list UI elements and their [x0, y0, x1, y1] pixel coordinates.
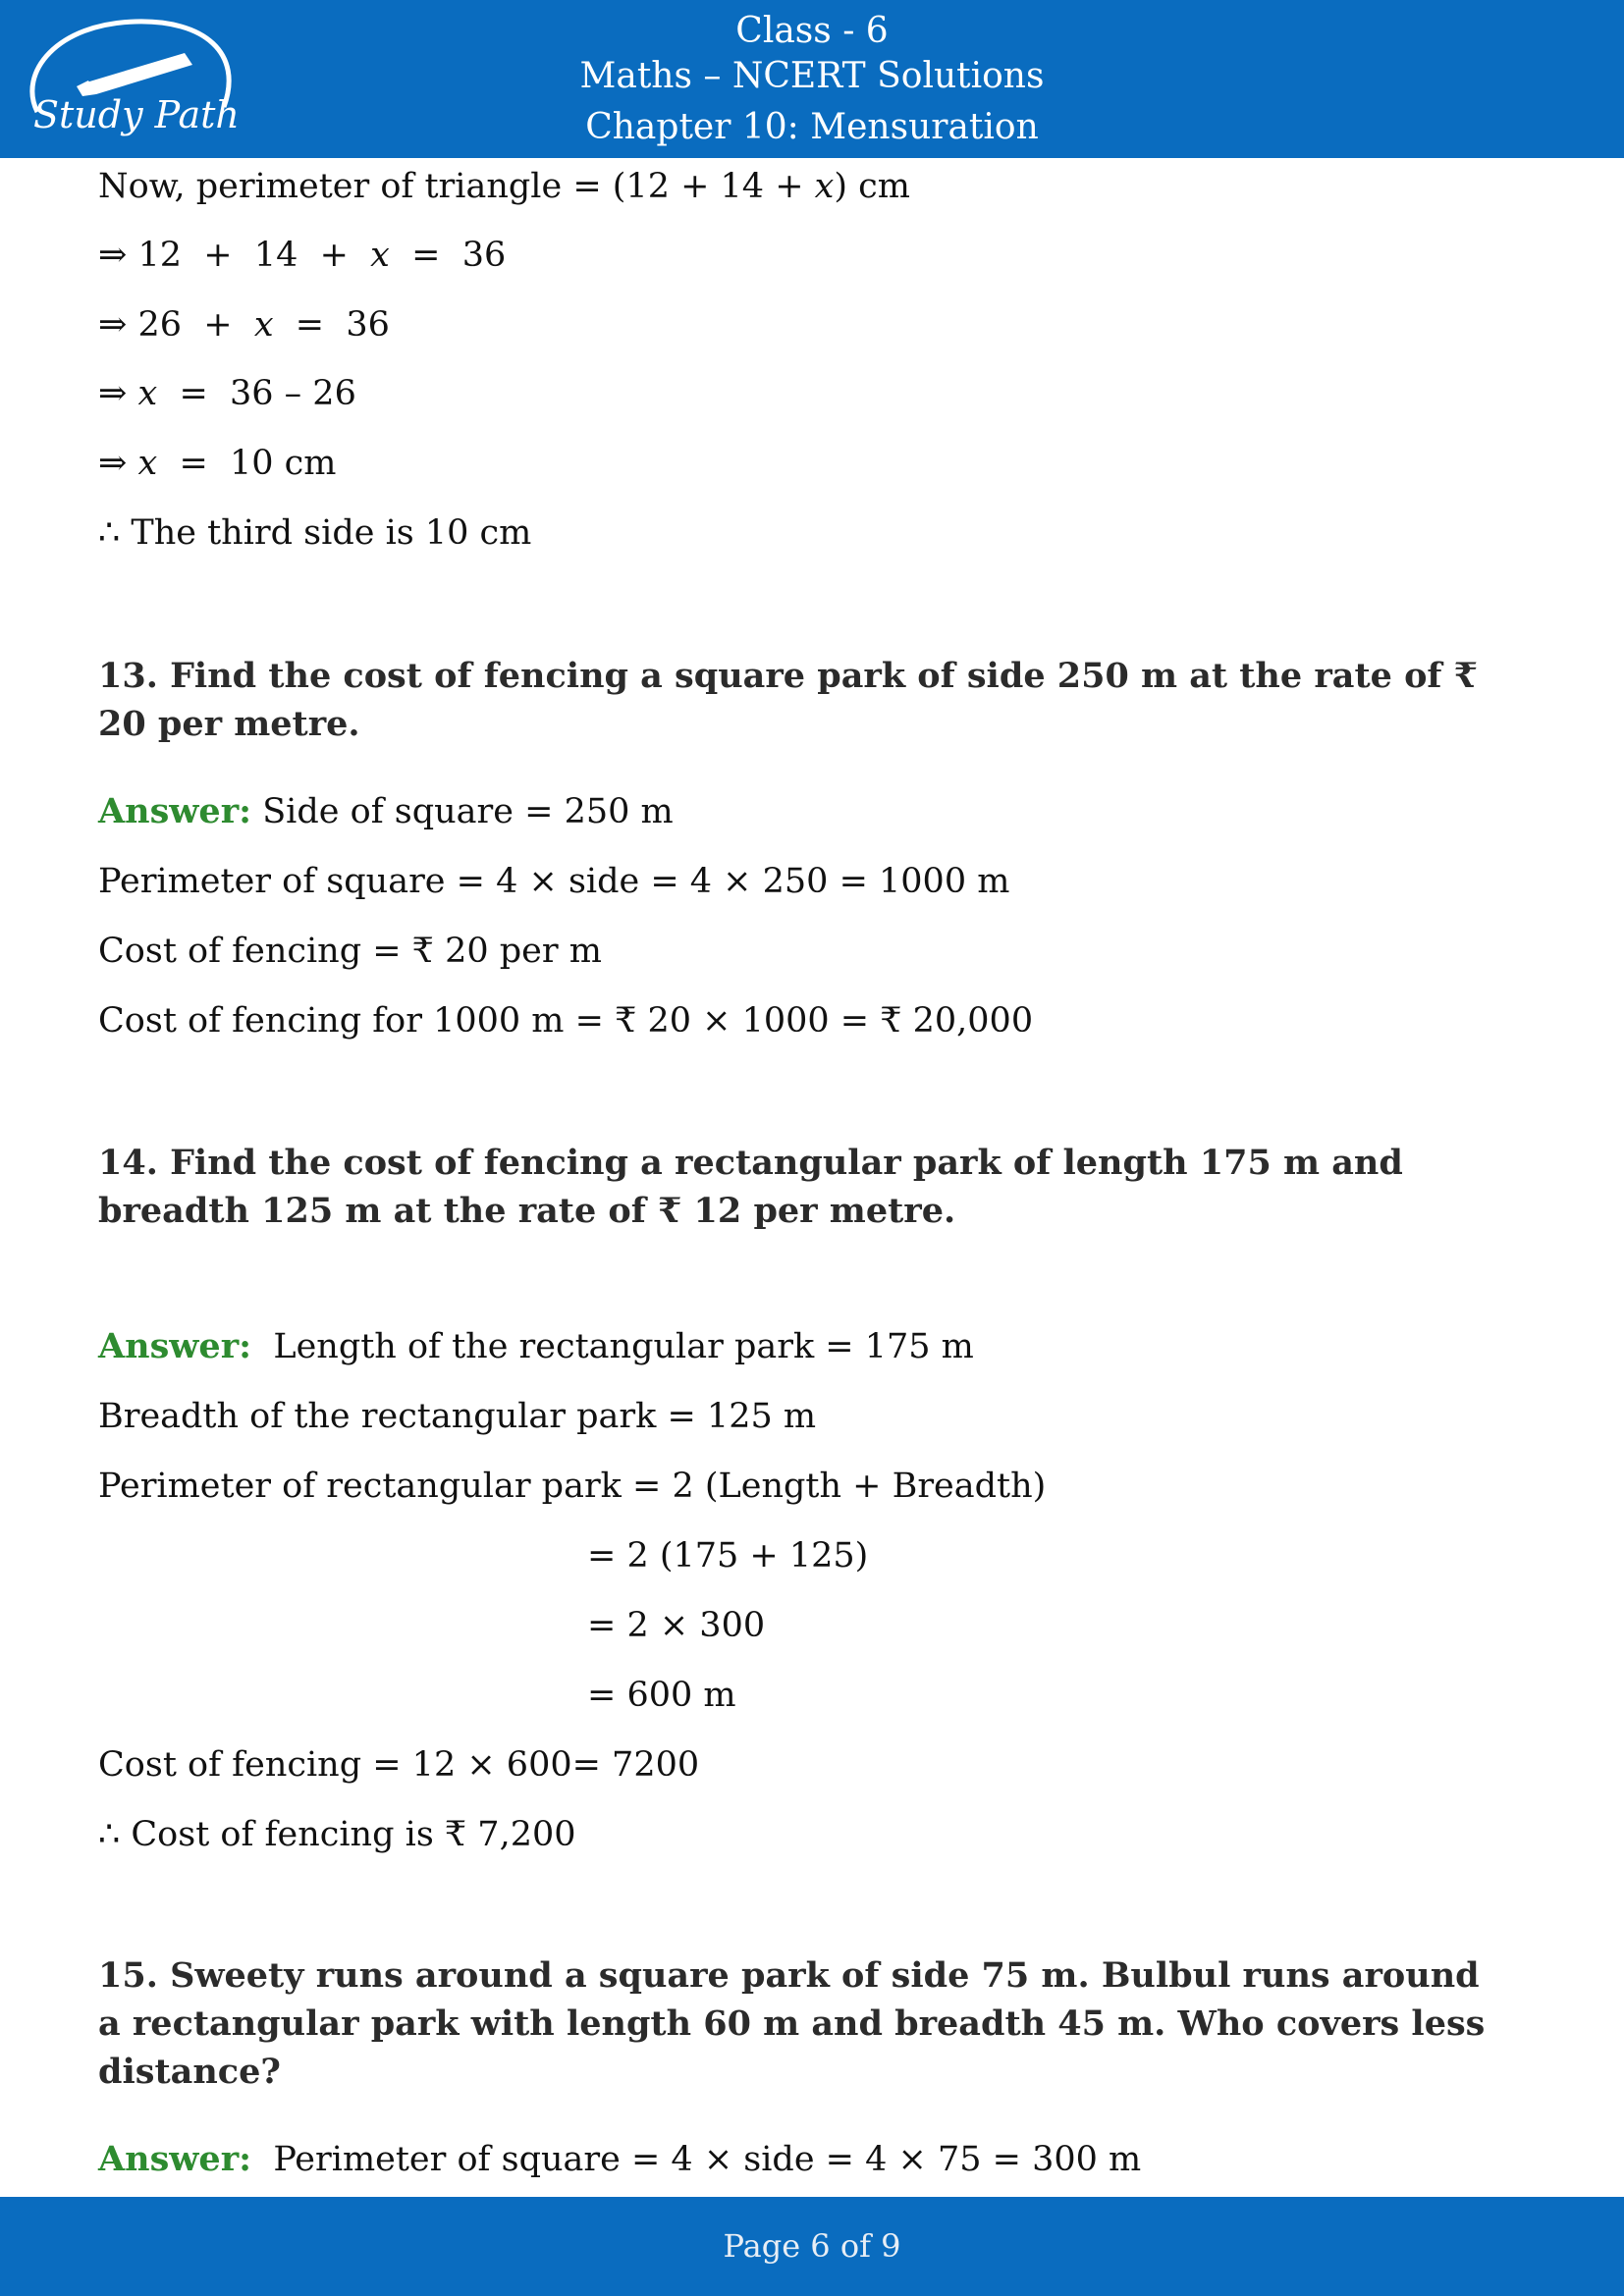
header-subject: Maths – NCERT Solutions [579, 56, 1045, 96]
answer-15-first-line [98, 2138, 1141, 2181]
text-line: Now, perimeter of triangle = (12 + 14 + 𝑥) cm [98, 167, 910, 206]
answer-text: Perimeter of square = 4 × side = 4 × 75 = 300 m [251, 2140, 1142, 2179]
text-line: Perimeter of square = 4 × side = 4 × 250 = 1000 m [98, 862, 1010, 901]
page-footer [0, 2197, 1624, 2296]
answer-text: Length of the rectangular park = 175 m [251, 1327, 974, 1366]
logo-text: Study Path [33, 93, 240, 136]
page-header [0, 0, 1624, 158]
text-line: ⇒ 𝑥 = 36 – 26 [98, 374, 356, 413]
text-line: Perimeter of rectangular park = 2 (Length + Breadth) [98, 1467, 1047, 1506]
answer-text: Side of square = 250 m [251, 792, 674, 831]
text-line: ⇒ 𝑥 = 10 cm [98, 444, 337, 483]
text-line: ∴ Cost of fencing is ₹ 7,200 [98, 1815, 576, 1854]
calc-step: = 2 × 300 [587, 1606, 766, 1645]
answer-label: Answer: [98, 2139, 252, 2179]
question-15: 15. Sweety runs around a square park of side 75 m. Bulbul runs around a rectangular park with length 60 m and breadth 45 m. Who covers less distance? [98, 1955, 1486, 2092]
calc-step: = 600 m [587, 1676, 736, 1715]
header-class: Class - 6 [735, 11, 889, 51]
header-chapter: Chapter 10: Mensuration [585, 107, 1039, 147]
text-line: ∴ The third side is 10 cm [98, 513, 532, 553]
text-line: Cost of fencing = ₹ 20 per m [98, 932, 602, 971]
text-line: Cost of fencing = 12 × 600= 7200 [98, 1745, 700, 1785]
question-14: 14. Find the cost of fencing a rectangular park of length 175 m and breadth 125 m at the rate of ₹ 12 per metre. [98, 1143, 1403, 1231]
answer-label: Answer: [98, 1326, 252, 1366]
question-13: 13. Find the cost of fencing a square park of side 250 m at the rate of ₹ 20 per metre. [98, 656, 1479, 744]
text-line: ⇒ 12 + 14 + 𝑥 = 36 [98, 236, 507, 275]
text-line: Cost of fencing for 1000 m = ₹ 20 × 1000 = ₹ 20,000 [98, 1001, 1034, 1041]
text-line: Breadth of the rectangular park = 125 m [98, 1397, 817, 1436]
page-number: Page 6 of 9 [723, 2227, 901, 2265]
answer-label: Answer: [98, 791, 252, 831]
answer-14-first-line [98, 1325, 974, 1368]
answer-13-first-line [98, 790, 674, 833]
calc-step: = 2 (175 + 125) [587, 1536, 869, 1575]
text-line: ⇒ 26 + 𝑥 = 36 [98, 305, 390, 345]
